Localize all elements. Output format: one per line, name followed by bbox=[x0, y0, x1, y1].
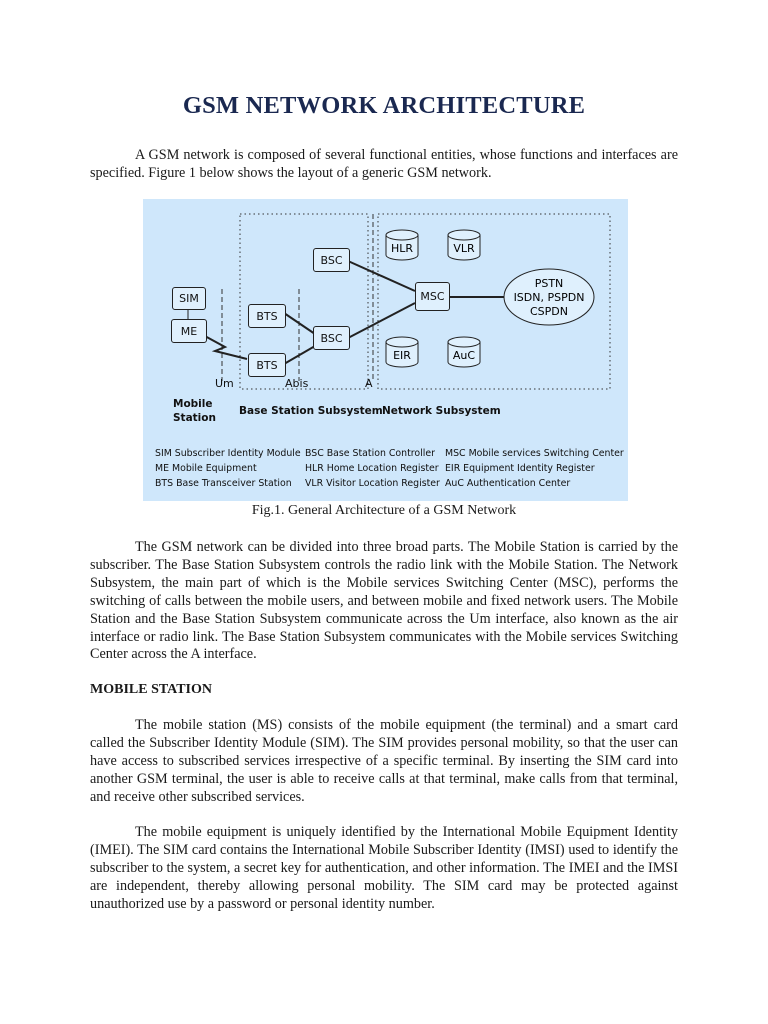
auc-label: AuC bbox=[452, 349, 476, 362]
bts-bottom-node: BTS bbox=[248, 353, 286, 377]
nss-section-label: Network Subsystem bbox=[382, 405, 501, 417]
sim-node: SIM bbox=[172, 287, 206, 310]
pstn-label-2: ISDN, PSPDN bbox=[513, 291, 585, 304]
pstn-label-3: CSPDN bbox=[530, 305, 568, 318]
bss-section-label: Base Station Subsystem bbox=[239, 405, 383, 417]
bsc-msc-link-top bbox=[348, 261, 415, 291]
eir-label: EIR bbox=[393, 349, 411, 362]
eir-database bbox=[386, 337, 418, 367]
legend-vlr: VLR Visitor Location Register bbox=[305, 478, 440, 489]
pstn-label-1: PSTN bbox=[534, 277, 564, 290]
vlr-label: VLR bbox=[453, 242, 475, 255]
me-node: ME bbox=[171, 319, 207, 343]
hlr-database bbox=[386, 230, 418, 260]
vlr-database bbox=[448, 230, 480, 260]
imei-paragraph: The mobile equipment is uniquely identified by the International Mobile Equipment Identity (IMEI). The SIM card contains the International Mobile Subscriber Identity (IMSI) used to identify the subscriber to the system, a secret key for authentication, and other information. The IMEI and the IMSI are independent, thereby allowing personal mobility. The SIM card may be protected against unauthorized use by a password or personal identity number. bbox=[90, 824, 678, 912]
msc-node: MSC bbox=[415, 282, 450, 311]
abis-interface-label: Abis bbox=[285, 377, 309, 390]
legend-hlr: HLR Home Location Register bbox=[305, 463, 439, 474]
bsc-msc-link-mid bbox=[348, 303, 415, 338]
overview-paragraph: The GSM network can be divided into three broad parts. The Mobile Station is carried by the subscriber. The Base Station Subsystem controls the radio link with the Mobile Station. The Network Subsystem, the main part of which is the Mobile services Switching Center (MSC), performs the switching of calls between the mobile users, and between mobile and fixed network users. The Mobile Station and the Base Station Subsystem communicate across the Um interface, also known as the air interface or radio link. The Base Station Subsystem communicates with the Mobile services Switching Center across the A interface. bbox=[90, 539, 678, 663]
legend-sim: SIM Subscriber Identity Module bbox=[155, 448, 301, 459]
page-title: GSM NETWORK ARCHITECTURE bbox=[182, 92, 586, 119]
a-interface-label: A bbox=[365, 377, 373, 390]
mobile-station-label-1: Mobile bbox=[173, 398, 213, 410]
legend-bsc: BSC Base Station Controller bbox=[305, 448, 435, 459]
hlr-label: HLR bbox=[390, 242, 414, 255]
legend-auc: AuC Authentication Center bbox=[445, 478, 571, 489]
legend-msc: MSC Mobile services Switching Center bbox=[445, 448, 624, 459]
gsm-architecture-figure bbox=[143, 199, 628, 501]
mobile-station-paragraph: The mobile station (MS) consists of the mobile equipment (the terminal) and a smart card called the Subscriber Identity Module (SIM). The SIM provides personal mobility, so that the user can have access to subscribed services irrespective of a specific terminal. By inserting the SIM card into another GSM terminal, the user is able to receive calls at that terminal, make calls from that terminal, and receive other subscribed services. bbox=[90, 717, 678, 805]
bsc-mid-node: BSC bbox=[313, 326, 350, 350]
legend-bts: BTS Base Transceiver Station bbox=[155, 478, 292, 489]
legend-eir: EIR Equipment Identity Register bbox=[445, 463, 595, 474]
um-interface-label: Um bbox=[215, 377, 234, 390]
bsc-top-node: BSC bbox=[313, 248, 350, 272]
section-heading-mobile-station: MOBILE STATION bbox=[90, 682, 213, 697]
bts-top-node: BTS bbox=[248, 304, 286, 328]
figure-caption: Fig.1. General Architecture of a GSM Network bbox=[251, 503, 517, 518]
mobile-station-label-2: Station bbox=[173, 412, 216, 424]
auc-database bbox=[448, 337, 480, 367]
intro-paragraph: A GSM network is composed of several functional entities, whose functions and interfaces are specified. Figure 1 below shows the layout of a generic GSM network. bbox=[90, 147, 678, 181]
legend-me: ME Mobile Equipment bbox=[155, 463, 257, 474]
